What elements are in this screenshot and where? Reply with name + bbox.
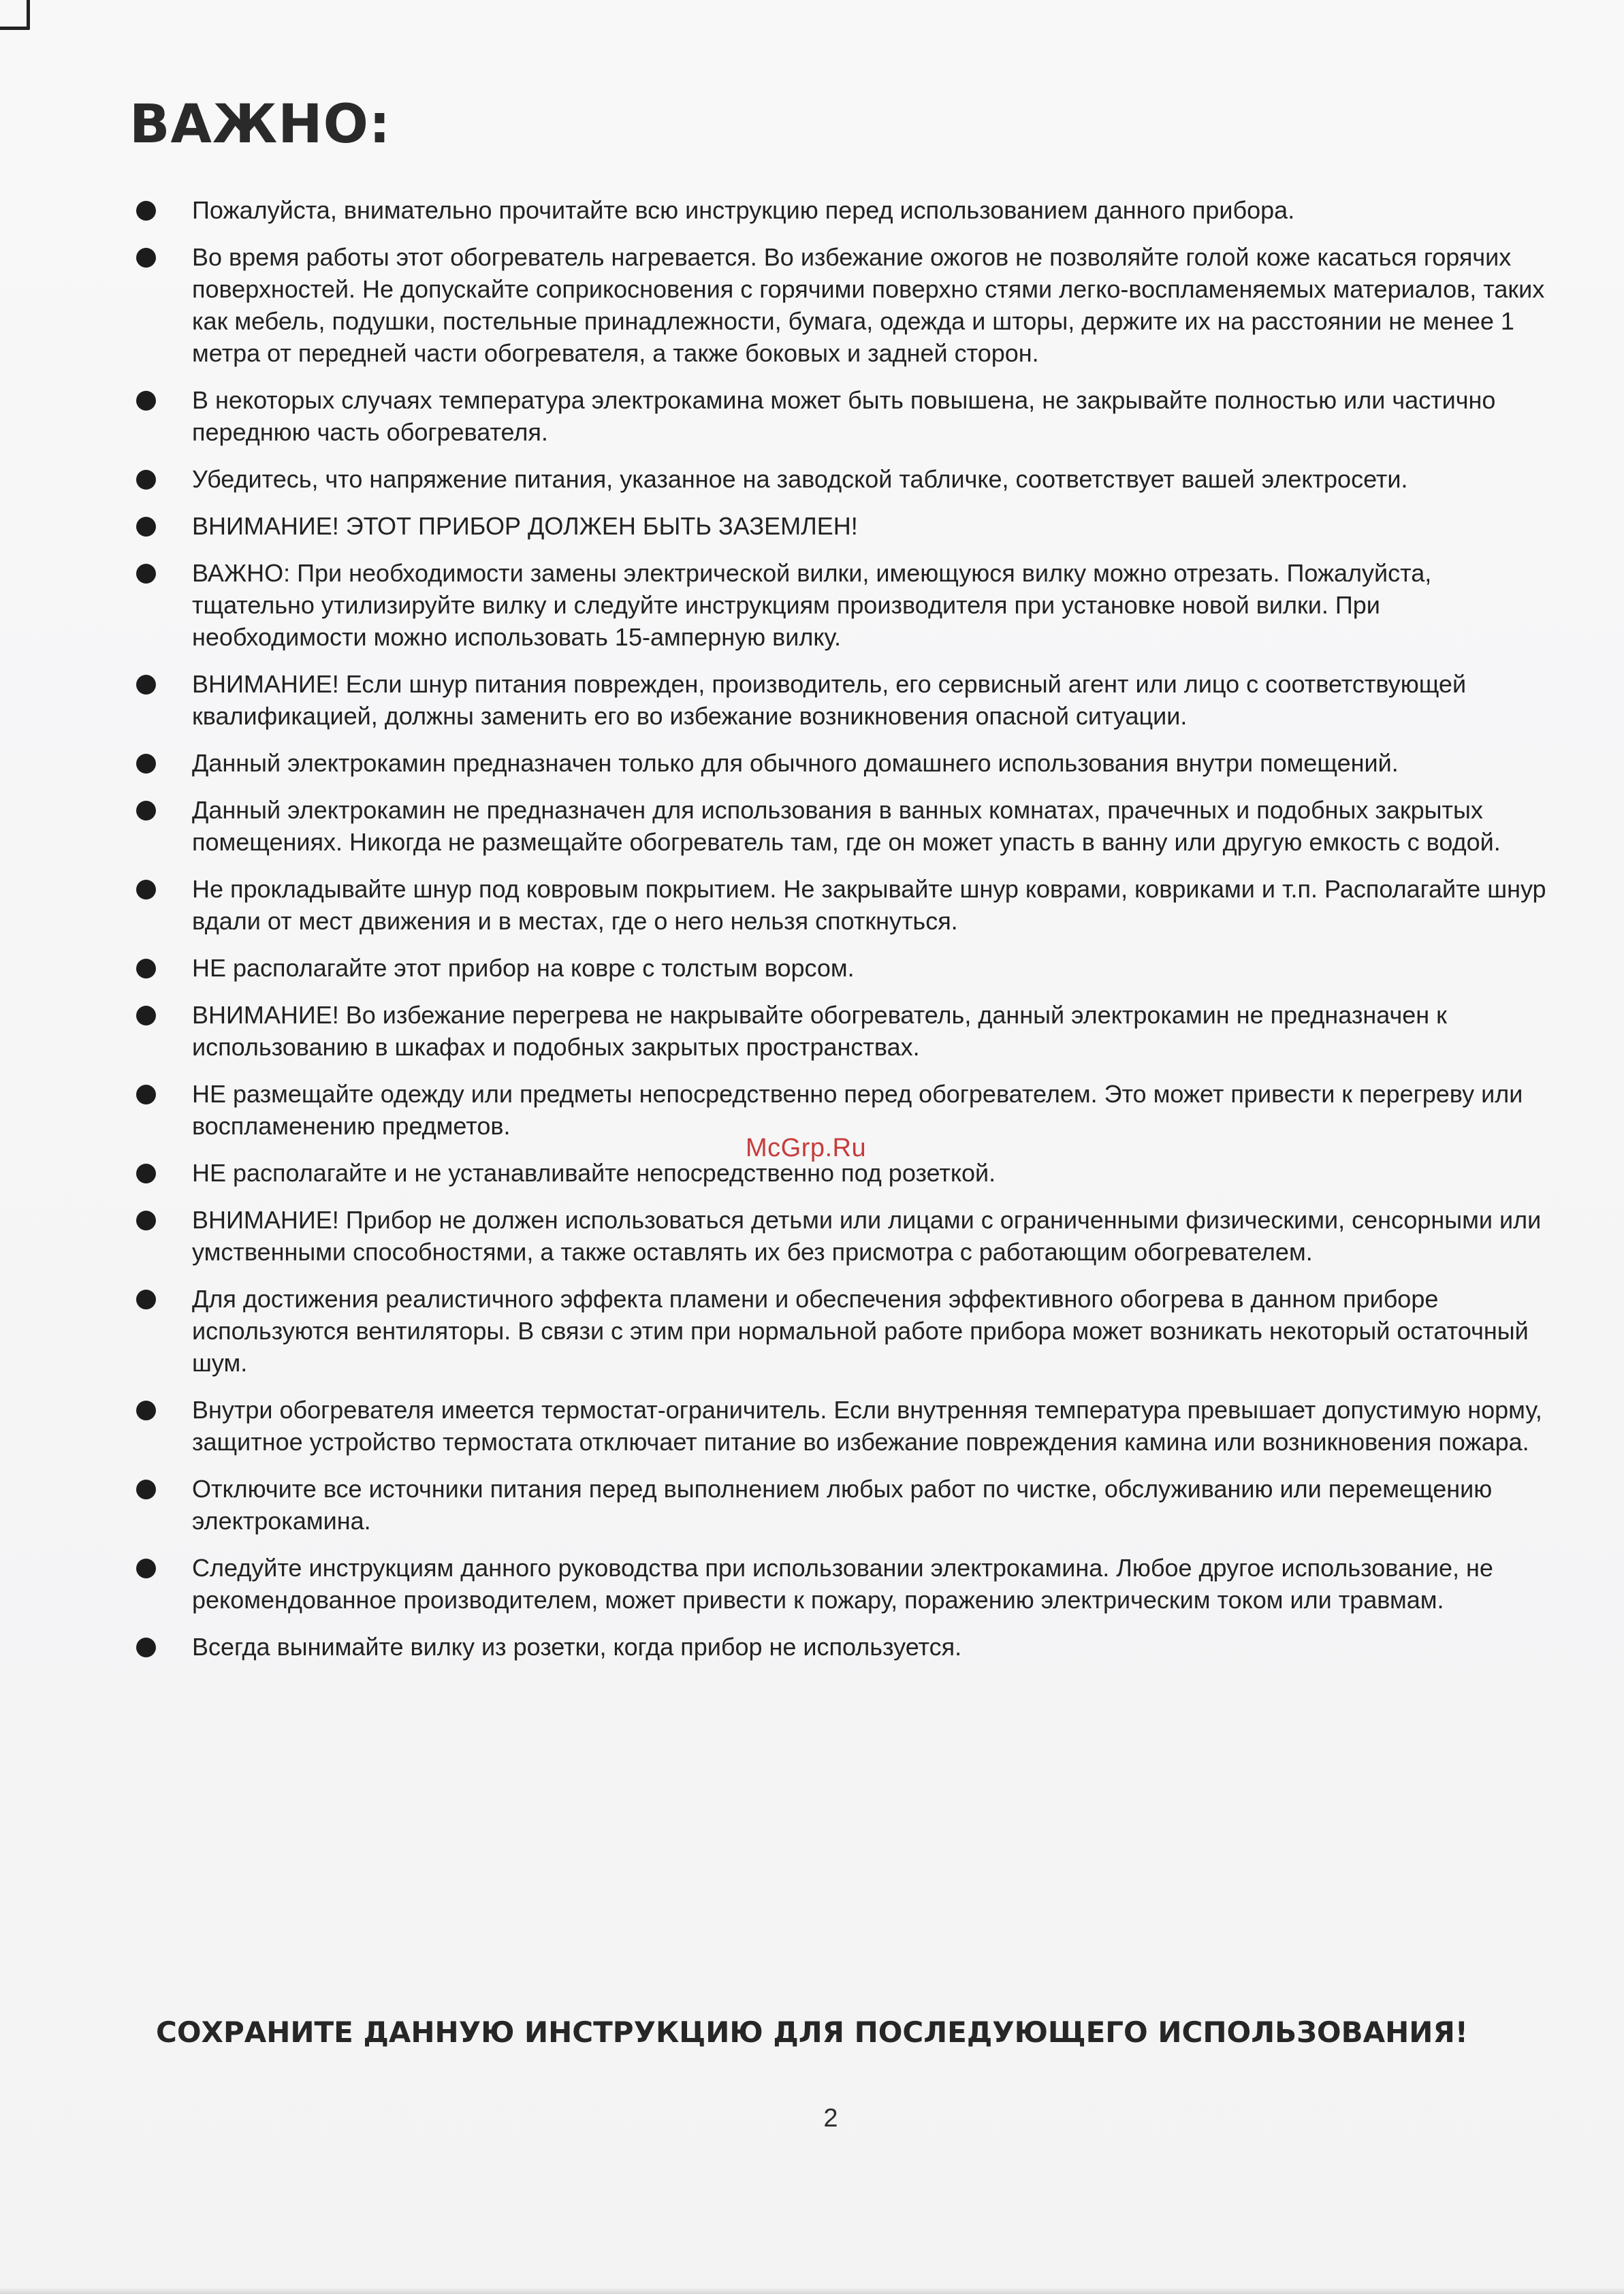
list-item-text: ВНИМАНИЕ! Прибор не должен использоваться детьми или лицами с ограниченными физическими, сенсорными или умственными способностями, а также оставлять их без присмотра с работающим обогревателем. <box>192 1206 1542 1266</box>
list-item-text: ВНИМАНИЕ! Если шнур питания поврежден, производитель, его сервисный агент или лицо с соответствующей квалификацией, должны заменить его во избежание возникновения опасной ситуации. <box>192 670 1467 730</box>
list-item <box>136 1473 1553 1537</box>
scan-bottom-edge <box>0 2287 1624 2294</box>
bullet-icon <box>136 391 156 411</box>
list-item-text: Для достижения реалистичного эффекта пламени и обеспечения эффективного обогрева в данном приборе используются вентиляторы. В связи с этим при нормальной работе прибора может возникать некоторый остаточный шум. <box>192 1285 1529 1377</box>
bullet-icon <box>136 880 156 899</box>
bullet-icon <box>136 517 156 537</box>
list-item <box>136 747 1553 779</box>
list-item-text: Данный электрокамин не предназначен для использования в ванных комнатах, прачечных и подобных закрытых помещениях. Никогда не размещайте обогреватель там, где он может упасть в ванну или другую емкость с водой. <box>192 796 1501 856</box>
list-item-text: НЕ размещайте одежду или предметы непосредственно перед обогревателем. Это может привести к перегреву или воспламенению предметов. <box>192 1080 1523 1140</box>
list-item-text: Пожалуйста, внимательно прочитайте всю инструкцию перед использованием данного прибора. <box>192 196 1295 224</box>
list-item <box>136 510 1553 542</box>
list-item-text: Данный электрокамин предназначен только для обычного домашнего использования внутри помещений. <box>192 749 1399 777</box>
bullet-icon <box>136 1211 156 1230</box>
bullet-icon <box>136 1559 156 1578</box>
list-item <box>136 794 1553 858</box>
list-item-text: НЕ располагайте и не устанавливайте непосредственно под розеткой. <box>192 1159 996 1187</box>
safety-instructions-list <box>136 194 1553 1678</box>
bullet-icon <box>136 1638 156 1657</box>
list-item <box>136 557 1553 653</box>
bullet-icon <box>136 801 156 821</box>
bullet-icon <box>136 1480 156 1499</box>
list-item <box>136 241 1553 369</box>
list-item-text: Следуйте инструкциям данного руководства при использовании электрокамина. Любое другое использование, не рекомендованное производителем, может привести к пожару, поражению электрическим током или травмам. <box>192 1554 1493 1614</box>
list-item-text: В некоторых случаях температура электрокамина может быть повышена, не закрывайте полностью или частично переднюю часть обогревателя. <box>192 386 1496 446</box>
bullet-icon <box>136 564 156 584</box>
list-item-text: Всегда вынимайте вилку из розетки, когда прибор не используется. <box>192 1633 962 1661</box>
list-item <box>136 999 1553 1063</box>
bullet-icon <box>136 1085 156 1104</box>
list-item <box>136 1078 1553 1142</box>
bullet-icon <box>136 1401 156 1420</box>
list-item <box>136 194 1553 226</box>
list-item-text: НЕ располагайте этот прибор на ковре с толстым ворсом. <box>192 954 855 982</box>
bullet-icon <box>136 754 156 774</box>
bullet-icon <box>136 1290 156 1309</box>
list-item <box>136 1631 1553 1663</box>
list-item-text: Во время работы этот обогреватель нагревается. Во избежание ожогов не позволяйте голой коже касаться горячих поверхностей. Не допускайте соприкосновения с горячими поверхно стями легко-воспламеняемых материалов, таких как мебель, подушки, постельные принадлежности, бумага, одежда и шторы, держите их на расстоянии не менее 1 метра от передней части обогревателя, а также боковых и задней сторон. <box>192 243 1545 367</box>
list-item <box>136 384 1553 448</box>
list-item-text: ВНИМАНИЕ! ЭТОТ ПРИБОР ДОЛЖЕН БЫТЬ ЗАЗЕМЛЕН! <box>192 512 858 540</box>
list-item-text: ВАЖНО: При необходимости замены электрической вилки, имеющуюся вилку можно отрезать. Пожалуйста, тщательно утилизируйте вилку и следуйте инструкциям производителя при установке новой вилки. При необходимости можно использовать 15-амперную вилку. <box>192 559 1432 651</box>
watermark: McGrp.Ru <box>746 1134 867 1162</box>
list-item <box>136 1283 1553 1379</box>
list-item <box>136 1552 1553 1616</box>
list-item-text: Отключите все источники питания перед выполнением любых работ по чистке, обслуживанию или перемещению электрокамина. <box>192 1475 1493 1535</box>
page-heading: ВАЖНО: <box>129 94 392 155</box>
list-item <box>136 1394 1553 1458</box>
footer-note: СОХРАНИТЕ ДАННУЮ ИНСТРУКЦИЮ ДЛЯ ПОСЛЕДУЮЩЕГО ИСПОЛЬЗОВАНИЯ! <box>156 2016 1468 2049</box>
page-number: 2 <box>823 2104 838 2133</box>
bullet-icon <box>136 959 156 978</box>
list-item-text: Внутри обогревателя имеется термостат-ограничитель. Если внутренняя температура превышает допустимую норму, защитное устройство термостата отключает питание во избежание повреждения камина или возникновения пожара. <box>192 1396 1542 1456</box>
list-item <box>136 873 1553 937</box>
list-item-text: Убедитесь, что напряжение питания, указанное на заводской табличке, соответствует вашей электросети. <box>192 465 1408 493</box>
list-item-text: Не прокладывайте шнур под ковровым покрытием. Не закрывайте шнур коврами, ковриками и т.п. Располагайте шнур вдали от мест движения и в местах, где о него нельзя споткнуться. <box>192 875 1546 935</box>
list-item <box>136 668 1553 732</box>
list-item-text: ВНИМАНИЕ! Во избежание перегрева не накрывайте обогреватель, данный электрокамин не предназначен к использованию в шкафах и подобных закрытых пространствах. <box>192 1001 1447 1061</box>
scan-corner-mark <box>0 0 30 30</box>
bullet-icon <box>136 1164 156 1183</box>
bullet-icon <box>136 1006 156 1025</box>
list-item <box>136 952 1553 984</box>
bullet-icon <box>136 675 156 695</box>
bullet-icon <box>136 470 156 490</box>
list-item <box>136 463 1553 495</box>
bullet-icon <box>136 248 156 268</box>
list-item <box>136 1204 1553 1268</box>
bullet-icon <box>136 201 156 221</box>
